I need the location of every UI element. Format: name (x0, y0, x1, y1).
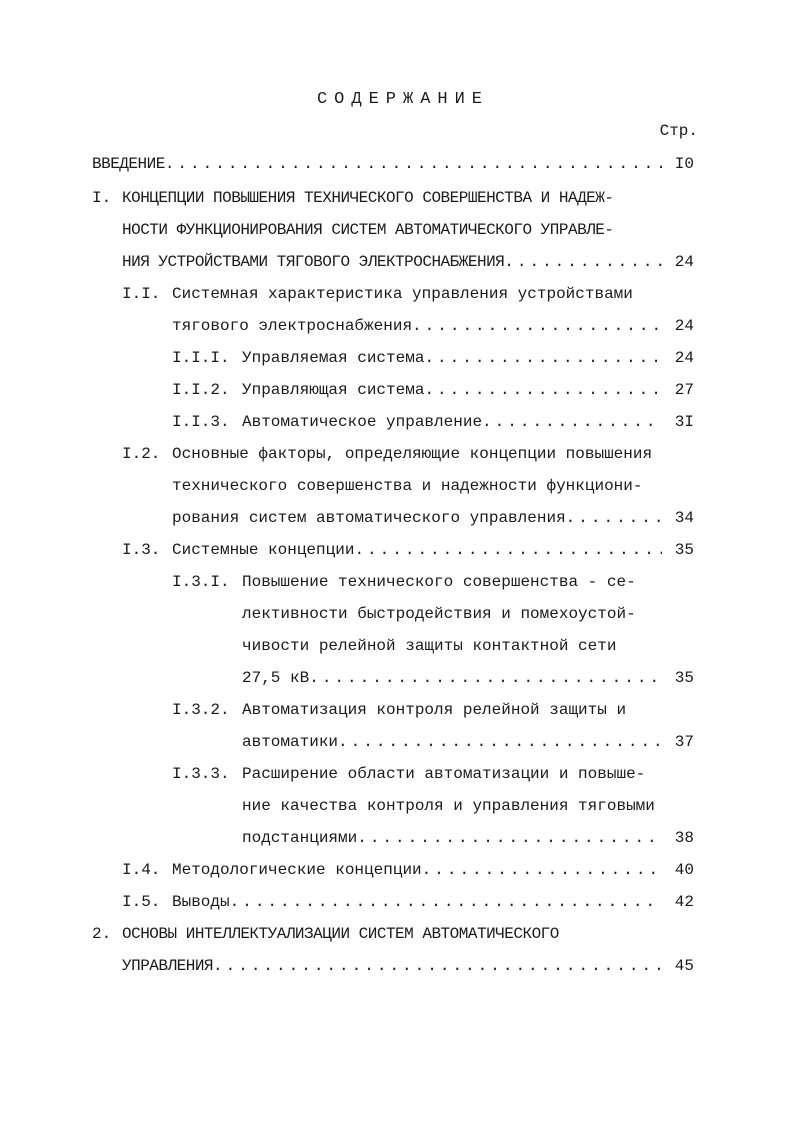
dot-leader (230, 890, 662, 914)
toc-entry-number: I.3. (122, 541, 161, 559)
dot-leader (354, 538, 662, 562)
toc-entry-text: автоматики (242, 733, 339, 751)
toc-entry-number: I.4. (122, 861, 161, 879)
dot-leader (504, 250, 662, 274)
toc-entry-1-3-3 (242, 826, 694, 850)
toc-entry-number: I.I. (122, 285, 161, 303)
toc-entry-1-1 (172, 314, 694, 338)
toc-entry-1-3-1 (242, 666, 694, 690)
toc-entry-text: рования систем автоматического управления (172, 509, 566, 527)
toc-entry-text: Управляющая система (242, 381, 425, 399)
toc-entry-intro (92, 152, 694, 176)
dot-leader (422, 858, 662, 882)
toc-entry-1 (122, 250, 694, 274)
toc-entry-number: I.3.3. (172, 765, 230, 783)
toc-entry-number: I.2. (122, 445, 161, 463)
dot-leader (566, 506, 662, 530)
toc-entry-text: НИЯ УСТРОЙСТВАМИ ТЯГОВОГО ЭЛЕКТРОСНАБЖЕНИЯ (122, 253, 505, 271)
toc-entry-1-1-3 (242, 410, 694, 434)
toc-entry-text: Основные факторы, определяющие концепции повышения (172, 445, 653, 463)
toc-entry-1-1-1 (242, 346, 694, 370)
toc-entry-number: I.I.I. (172, 349, 230, 367)
toc-page-number: 45 (674, 957, 694, 975)
dot-leader (338, 730, 662, 754)
toc-entry-text: Расширение области автоматизации и повыше- (242, 765, 646, 783)
toc-entry-1-3 (172, 538, 694, 562)
toc-entry-text: КОНЦЕПЦИИ ПОВЫШЕНИЯ ТЕХНИЧЕСКОГО СОВЕРШЕНСТВА И НАДЕЖ- (122, 189, 614, 207)
toc-entry-text: 27,5 кВ (242, 669, 310, 687)
toc-entry-text: ВВЕДЕНИЕ (92, 155, 165, 173)
toc-entry-text: подстанциями (242, 829, 358, 847)
dot-leader (424, 378, 662, 402)
toc-entry-text: тягового электроснабжения (172, 317, 413, 335)
toc-page-number: 42 (674, 893, 694, 911)
toc-entry-1-5 (172, 890, 694, 914)
toc-entry-2 (122, 954, 694, 978)
toc-page-number: 3I (674, 413, 694, 431)
toc-page-number: 35 (674, 669, 694, 687)
toc-entry-text: ОСНОВЫ ИНТЕЛЛЕКТУАЛИЗАЦИИ СИСТЕМ АВТОМАТИЧЕСКОГО (122, 925, 559, 943)
toc-page-number: 38 (674, 829, 694, 847)
dot-leader (412, 314, 662, 338)
toc-entry-number: I. (92, 189, 112, 207)
dot-leader (213, 954, 662, 978)
toc-entry-text: Автоматическое управление (242, 413, 483, 431)
toc-page-number: 27 (674, 381, 694, 399)
toc-entry-text: УПРАВЛЕНИЯ (122, 957, 214, 975)
toc-entry-number: I.I.2. (172, 381, 230, 399)
toc-entry-text: НОСТИ ФУНКЦИОНИРОВАНИЯ СИСТЕМ АВТОМАТИЧЕСКОГО УПРАВЛЕ- (122, 221, 614, 239)
toc-entry-number: I.I.3. (172, 413, 230, 431)
toc-page-number: 35 (674, 541, 694, 559)
toc-entry-number: I.3.2. (172, 701, 230, 719)
toc-entry-text: Автоматизация контроля релейной защиты и (242, 701, 627, 719)
toc-entry-text: чивости релейной защиты контактной сети (242, 637, 617, 655)
toc-entry-number: I.3.I. (172, 573, 230, 591)
toc-entry-text: Выводы (172, 893, 230, 911)
toc-page-number: 24 (674, 317, 694, 335)
toc-entry-text: Методологические концепции (172, 861, 422, 879)
toc-page-number: 37 (674, 733, 694, 751)
page-column-label: Стр. (659, 122, 698, 140)
toc-entry-number: I.5. (122, 893, 161, 911)
toc-page-number: 34 (674, 509, 694, 527)
toc-page-number: 40 (674, 861, 694, 879)
page-title: СОДЕРЖАНИЕ (316, 90, 490, 109)
toc-page-number: I0 (674, 155, 694, 173)
toc-page-number: 24 (674, 253, 694, 271)
dot-leader (165, 152, 662, 176)
dot-leader (424, 346, 662, 370)
toc-page-number: 24 (674, 349, 694, 367)
toc-entry-number: 2. (92, 925, 112, 943)
dot-leader (482, 410, 662, 434)
toc-entry-text: ние качества контроля и управления тяговыми (242, 797, 655, 815)
toc-entry-text: технического совершенства и надежности функциони- (172, 477, 643, 495)
toc-entry-text: лективности быстродействия и помехоустой- (242, 605, 636, 623)
toc-entry-text: Системная характеристика управления устройствами (172, 285, 633, 303)
toc-entry-1-1-2 (242, 378, 694, 402)
toc-entry-1-3-2 (242, 730, 694, 754)
toc-entry-text: Системные концепции (172, 541, 355, 559)
toc-entry-text: Управляемая система (242, 349, 425, 367)
toc-entry-text: Повышение технического совершенства - се- (242, 573, 636, 591)
toc-entry-1-2 (172, 506, 694, 530)
toc-entry-1-4 (172, 858, 694, 882)
dot-leader (309, 666, 662, 690)
dot-leader (357, 826, 662, 850)
